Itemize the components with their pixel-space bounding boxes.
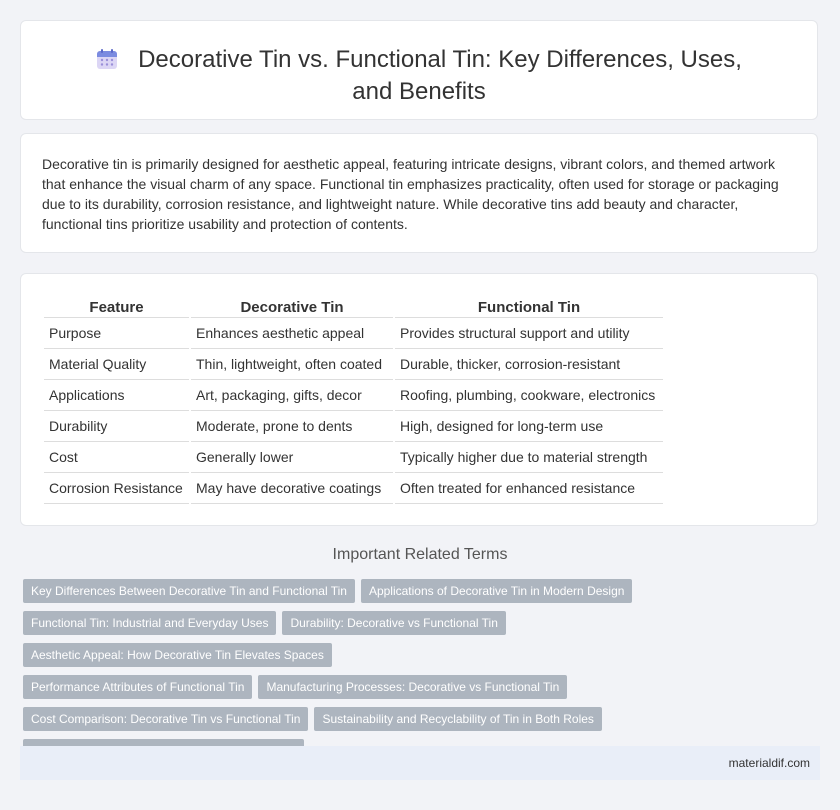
related-terms-title: Important Related Terms xyxy=(332,546,508,563)
table-cell: Cost xyxy=(44,442,189,473)
table-cell: Moderate, prone to dents xyxy=(191,411,393,442)
table-cell: Durable, thicker, corrosion-resistant xyxy=(395,349,663,380)
intro-card xyxy=(20,133,818,253)
table-cell: High, designed for long-term use xyxy=(395,411,663,442)
footer xyxy=(20,746,820,780)
related-term-tag[interactable]: Sustainability and Recyclability of Tin in Both Roles xyxy=(314,707,601,731)
header-functional-tin: Functional Tin xyxy=(395,294,663,318)
table-cell: Generally lower xyxy=(191,442,393,473)
header-decorative-tin: Decorative Tin xyxy=(191,294,393,318)
calendar-icon xyxy=(96,48,118,77)
table-cell: Corrosion Resistance xyxy=(44,473,189,504)
table-cell: Material Quality xyxy=(44,349,189,380)
table-cell: May have decorative coatings xyxy=(191,473,393,504)
table-row xyxy=(44,349,663,380)
page-title xyxy=(81,45,757,106)
table-cell: Thin, lightweight, often coated xyxy=(191,349,393,380)
related-term-tag[interactable]: Cost Comparison: Decorative Tin vs Functional Tin xyxy=(23,707,308,731)
table-cell: Roofing, plumbing, cookware, electronics xyxy=(395,380,663,411)
table-cell: Purpose xyxy=(44,318,189,349)
table-row xyxy=(44,411,663,442)
table-header-row xyxy=(44,294,663,318)
related-term-tag[interactable]: Performance Attributes of Functional Tin xyxy=(23,675,252,699)
related-term-tag[interactable]: Manufacturing Processes: Decorative vs Functional Tin xyxy=(258,675,567,699)
comparison-table-card xyxy=(20,273,818,526)
header-feature: Feature xyxy=(44,294,189,318)
footer-site-link[interactable]: materialdif.com xyxy=(728,756,810,770)
table-row xyxy=(44,473,663,504)
header-card xyxy=(20,20,818,120)
related-term-tag[interactable]: Durability: Decorative vs Functional Tin xyxy=(282,611,505,635)
related-terms-list xyxy=(23,579,823,771)
table-cell: Applications xyxy=(44,380,189,411)
intro-paragraph: Decorative tin is primarily designed for aesthetic appeal, featuring intricate designs, vibrant colors, and themed artwork that enhance the visual charm of any space. Functional tin emphasizes practicality, often used for storage or packaging due to its durability, corrosion resistance, and lightweight nature. While decorative tins add beauty and character, functional tins prioritize usability and protection of contents. xyxy=(42,156,779,232)
page-title-text: Decorative Tin vs. Functional Tin: Key Differences, Uses, and Benefits xyxy=(138,46,742,105)
related-term-tag[interactable]: Aesthetic Appeal: How Decorative Tin Elevates Spaces xyxy=(23,643,332,667)
comparison-table xyxy=(42,294,665,504)
related-term-tag[interactable]: Key Differences Between Decorative Tin and Functional Tin xyxy=(23,579,355,603)
table-cell: Often treated for enhanced resistance xyxy=(395,473,663,504)
table-cell: Art, packaging, gifts, decor xyxy=(191,380,393,411)
table-row xyxy=(44,380,663,411)
table-cell: Typically higher due to material strength xyxy=(395,442,663,473)
table-cell: Enhances aesthetic appeal xyxy=(191,318,393,349)
table-cell: Durability xyxy=(44,411,189,442)
related-term-tag[interactable]: Applications of Decorative Tin in Modern Design xyxy=(361,579,632,603)
table-cell: Provides structural support and utility xyxy=(395,318,663,349)
table-row xyxy=(44,318,663,349)
related-term-tag[interactable]: Functional Tin: Industrial and Everyday Uses xyxy=(23,611,276,635)
table-row xyxy=(44,442,663,473)
